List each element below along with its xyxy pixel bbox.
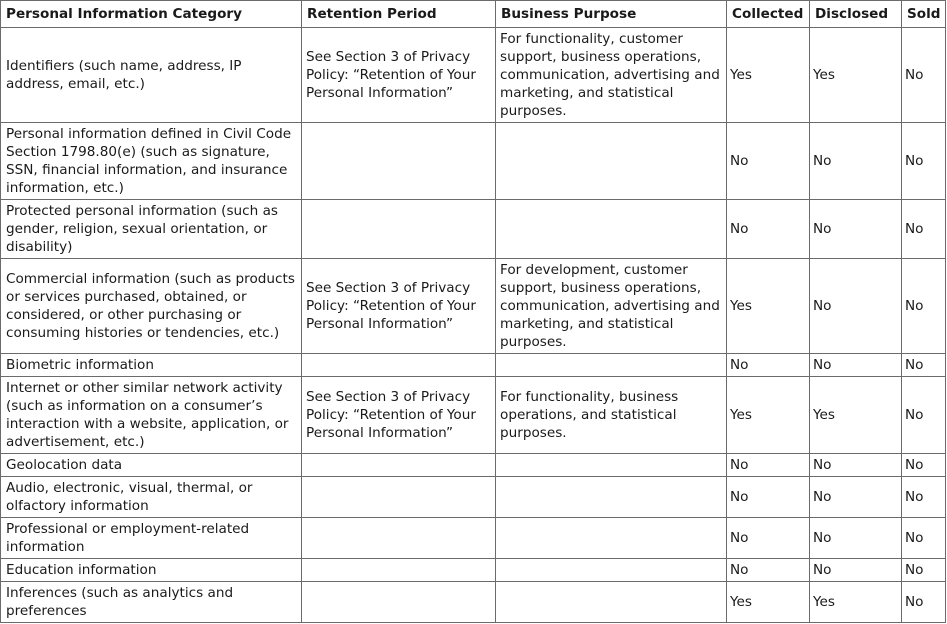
- business-purpose-cell: [496, 559, 727, 582]
- business-purpose-cell: For development, customer support, business operations, communication, advertising and marketing, and statistical purposes.: [496, 259, 727, 354]
- table-row: [1, 377, 946, 454]
- retention-period-cell: [302, 582, 496, 623]
- sold-cell: No: [902, 123, 946, 200]
- category-cell: Education information: [1, 559, 302, 582]
- business-purpose-cell: [496, 477, 727, 518]
- sold-cell: No: [902, 377, 946, 454]
- header-business-purpose: Business Purpose: [496, 1, 727, 28]
- business-purpose-cell: For functionality, business operations, and statistical purposes.: [496, 377, 727, 454]
- table-row: [1, 259, 946, 354]
- table-row: [1, 354, 946, 377]
- business-purpose-cell: For functionality, customer support, business operations, communication, advertising and marketing, and statistical purposes.: [496, 28, 727, 123]
- collected-cell: Yes: [727, 582, 810, 623]
- header-row: [1, 1, 946, 28]
- retention-period-cell: See Section 3 of Privacy Policy: “Retention of Your Personal Information”: [302, 259, 496, 354]
- disclosed-cell: Yes: [810, 377, 902, 454]
- collected-cell: No: [727, 559, 810, 582]
- disclosed-cell: Yes: [810, 582, 902, 623]
- retention-period-cell: [302, 518, 496, 559]
- retention-period-cell: [302, 200, 496, 259]
- sold-cell: No: [902, 28, 946, 123]
- category-cell: Audio, electronic, visual, thermal, or olfactory information: [1, 477, 302, 518]
- category-cell: Personal information defined in Civil Code Section 1798.80(e) (such as signature, SSN, financial information, and insurance information, etc.): [1, 123, 302, 200]
- table-row: [1, 518, 946, 559]
- category-cell: Internet or other similar network activity (such as information on a consumer’s interaction with a website, application, or advertisement, etc.): [1, 377, 302, 454]
- disclosed-cell: No: [810, 123, 902, 200]
- category-cell: Inferences (such as analytics and preferences: [1, 582, 302, 623]
- business-purpose-cell: [496, 518, 727, 559]
- retention-period-cell: [302, 354, 496, 377]
- business-purpose-cell: [496, 454, 727, 477]
- table-row: [1, 559, 946, 582]
- disclosed-cell: No: [810, 454, 902, 477]
- header-collected: Collected: [727, 1, 810, 28]
- business-purpose-cell: [496, 200, 727, 259]
- sold-cell: No: [902, 454, 946, 477]
- retention-period-cell: See Section 3 of Privacy Policy: “Retention of Your Personal Information”: [302, 28, 496, 123]
- collected-cell: Yes: [727, 259, 810, 354]
- sold-cell: No: [902, 259, 946, 354]
- table-body: [1, 28, 946, 623]
- sold-cell: No: [902, 559, 946, 582]
- business-purpose-cell: [496, 123, 727, 200]
- collected-cell: No: [727, 354, 810, 377]
- category-cell: Geolocation data: [1, 454, 302, 477]
- business-purpose-cell: [496, 354, 727, 377]
- table-row: [1, 123, 946, 200]
- header-disclosed: Disclosed: [810, 1, 902, 28]
- disclosed-cell: No: [810, 518, 902, 559]
- retention-period-cell: [302, 123, 496, 200]
- category-cell: Biometric information: [1, 354, 302, 377]
- category-cell: Professional or employment-related information: [1, 518, 302, 559]
- disclosed-cell: Yes: [810, 28, 902, 123]
- table-header: [1, 1, 946, 28]
- retention-period-cell: [302, 559, 496, 582]
- business-purpose-cell: [496, 582, 727, 623]
- table-row: [1, 454, 946, 477]
- table-row: [1, 28, 946, 123]
- category-cell: Protected personal information (such as gender, religion, sexual orientation, or disability): [1, 200, 302, 259]
- category-cell: Commercial information (such as products or services purchased, obtained, or considered, or other purchasing or consuming histories or tendencies, etc.): [1, 259, 302, 354]
- disclosed-cell: No: [810, 259, 902, 354]
- sold-cell: No: [902, 200, 946, 259]
- collected-cell: No: [727, 200, 810, 259]
- category-cell: Identifiers (such name, address, IP address, email, etc.): [1, 28, 302, 123]
- collected-cell: No: [727, 477, 810, 518]
- retention-period-cell: [302, 454, 496, 477]
- disclosed-cell: No: [810, 559, 902, 582]
- sold-cell: No: [902, 354, 946, 377]
- collected-cell: No: [727, 123, 810, 200]
- table-row: [1, 200, 946, 259]
- disclosed-cell: No: [810, 200, 902, 259]
- table-row: [1, 477, 946, 518]
- sold-cell: No: [902, 477, 946, 518]
- collected-cell: No: [727, 518, 810, 559]
- table-row: [1, 582, 946, 623]
- retention-period-cell: See Section 3 of Privacy Policy: “Retention of Your Personal Information”: [302, 377, 496, 454]
- header-sold: Sold: [902, 1, 946, 28]
- disclosed-cell: No: [810, 354, 902, 377]
- collected-cell: Yes: [727, 28, 810, 123]
- sold-cell: No: [902, 518, 946, 559]
- sold-cell: No: [902, 582, 946, 623]
- collected-cell: Yes: [727, 377, 810, 454]
- collected-cell: No: [727, 454, 810, 477]
- header-category: Personal Information Category: [1, 1, 302, 28]
- disclosed-cell: No: [810, 477, 902, 518]
- retention-period-cell: [302, 477, 496, 518]
- header-retention-period: Retention Period: [302, 1, 496, 28]
